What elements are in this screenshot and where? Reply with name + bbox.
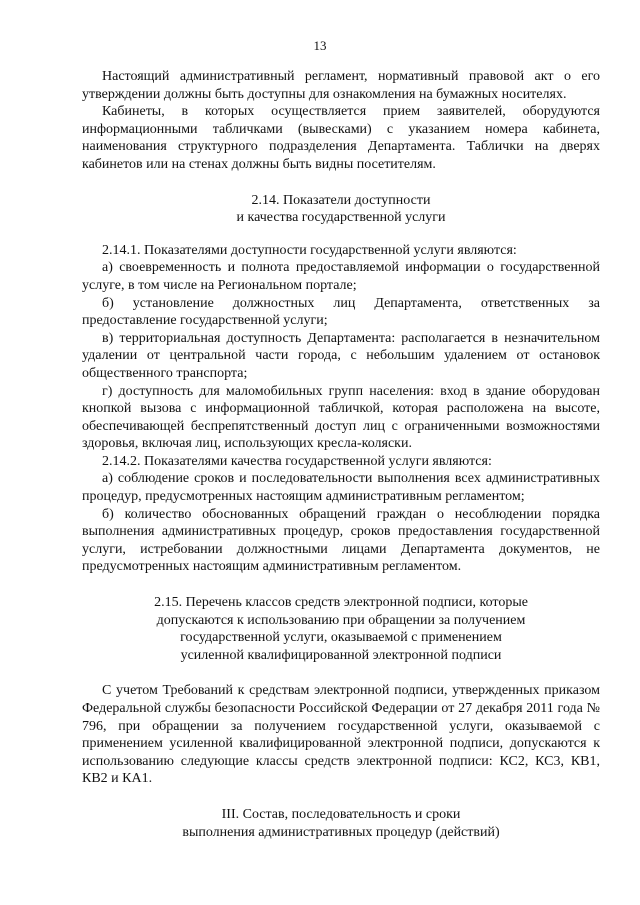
- paragraph: 2.14.2. Показателями качества государственной услуги являются:: [102, 453, 492, 469]
- paragraph: б) количество обоснованных обращений граждан о несоблюдении порядка выполнения административных процедур, сроков предоставления государственной услуги, истребовании должностными лицами Департамента документов, не предусмотренных настоящим административным регламентом.: [82, 506, 600, 575]
- section-2-15-body: [82, 682, 600, 788]
- heading-line: и качества государственной услуги: [236, 210, 446, 226]
- heading-line: 2.14. Показатели доступности: [251, 192, 431, 208]
- page-content: [82, 68, 600, 841]
- heading-line: государственной услуги, оказываемой с применением: [180, 630, 502, 646]
- paragraph: а) соблюдение сроков и последовательности выполнения всех административных процедур, предусмотренных настоящим административным регламентом;: [82, 471, 600, 505]
- paragraph: 2.14.1. Показателями доступности государственной услуги являются:: [102, 242, 517, 258]
- paragraph: а) своевременность и полнота предоставляемой информации о государственной услуге, в том числе на Региональном портале;: [82, 260, 600, 293]
- section-2-14-body: [82, 242, 600, 576]
- paragraph: в) территориальная доступность Департамента: располагается в незначительном удалении от центральной части города, с небольшим удалением от остановок общественного транспорта;: [82, 330, 600, 381]
- intro-paragraph: Настоящий административный регламент, нормативный правовой акт о его утверждении должны быть доступны для ознакомления на бумажных носителях.: [82, 69, 600, 102]
- heading-line: допускаются к использованию при обращении за получением: [156, 612, 526, 628]
- heading-line: 2.15. Перечень классов средств электронной подписи, которые: [154, 595, 528, 611]
- heading-line: выполнения административных процедур (действий): [182, 824, 500, 840]
- section-2-14-heading: [82, 192, 600, 227]
- intro-paragraph: Кабинеты, в которых осуществляется прием заявителей, оборудуются информационными табличками (вывесками) с указанием номера кабинета, наименования структурного подразделения Департамента. Таблички на дверях кабинетов или на стенах должны быть видны посетителям.: [82, 104, 600, 172]
- paragraph: С учетом Требований к средствам электронной подписи, утвержденных приказом Федеральной службы безопасности Российской Федерации от 27 декабря 2011 года № 796, при обращении за получением государственной услуги, оказываемой с применением усиленной квалифицированной электронной подписи, допускаются к использованию следующие классы средств электронной подписи: КС2, КС3, КВ1, КВ2 и КА1.: [82, 683, 600, 787]
- section-3-heading: [82, 806, 600, 841]
- heading-line: III. Состав, последовательность и сроки: [221, 806, 461, 822]
- page-number: 13: [313, 38, 327, 53]
- section-2-15-heading: [82, 594, 600, 664]
- paragraph: б) установление должностных лиц Департамента, ответственных за предоставление государственной услуги;: [82, 295, 600, 329]
- paragraph: г) доступность для маломобильных групп населения: вход в здание оборудован кнопкой вызова с информационной табличкой, которая расположена на высоте, обеспечивающей беспрепятственный доступ лиц с ограниченными возможностями здоровья, включая лиц, использующих кресла-коляски.: [82, 383, 600, 452]
- heading-line: усиленной квалифицированной электронной подписи: [180, 647, 502, 663]
